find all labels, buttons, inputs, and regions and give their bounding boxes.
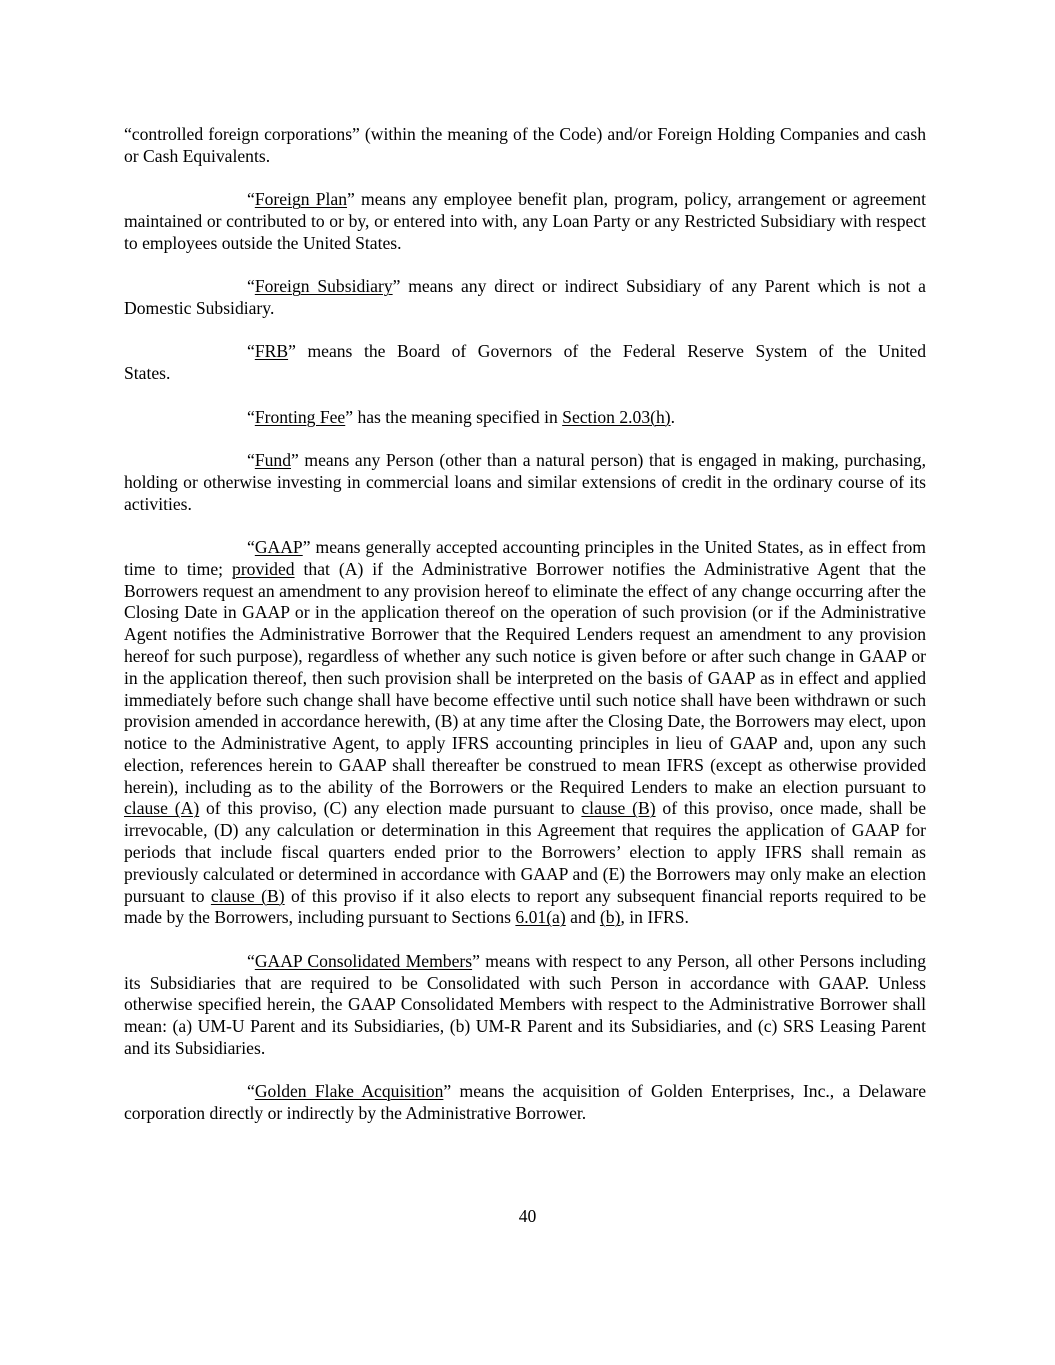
defined-term-foreign-plan: Foreign Plan <box>254 189 348 210</box>
clause-b-reference: clause (B) <box>210 885 285 906</box>
clause-b-reference: clause (B) <box>581 798 656 819</box>
open-quote: “ <box>247 950 255 971</box>
definition-text: ” means generally accepted accounting principles in the United States, as in effect from time to time; <box>124 536 926 579</box>
definition-text: of this proviso, (C) any election made pursuant to <box>199 798 582 819</box>
defined-term-fund: Fund <box>254 449 291 470</box>
definition-foreign-subsidiary <box>124 276 926 320</box>
definition-fronting-fee <box>124 407 926 429</box>
definition-text: ” has the meaning specified in <box>345 406 563 427</box>
definition-text: ” means any employee benefit plan, program, policy, arrangement or agreement maintained or contributed to or by, or entered into with, any Loan Party or any Restricted Subsidiary with respect to employees outside the United States. <box>124 189 926 253</box>
defined-term-frb: FRB <box>254 341 289 362</box>
page-number: 40 <box>518 1206 537 1226</box>
open-quote: “ <box>247 189 255 210</box>
open-quote: “ <box>247 449 255 470</box>
open-quote: “ <box>247 276 255 297</box>
defined-term-foreign-subsidiary: Foreign Subsidiary <box>254 276 393 297</box>
definition-text: of this proviso, once made, shall be irrevocable, (D) any calculation or determination in this Agreement that requires the application of GAAP for periods that include fiscal quarters ended prior to the Borrowers’ election to apply IFRS shall remain as previously calculated or determined in accordance with GAAP and (E) the Borrowers may only make an election pursuant to <box>124 798 927 906</box>
paragraph-cfc-continuation: “controlled foreign corporations” (within the meaning of the Code) and/or Foreign Holding Companies and cash or Cash Equivalents. <box>124 124 926 166</box>
clause-a-reference: clause (A) <box>124 798 200 819</box>
definition-text: ” means any direct or indirect Subsidiary of any Parent which is not a Domestic Subsidiary. <box>124 276 926 318</box>
defined-term-gaap-consolidated-members: GAAP Consolidated Members <box>254 950 473 971</box>
definition-text: ” means with respect to any Person, all other Persons including its Subsidiaries that are required to be Consolidated with such Person in accordance with GAAP. Unless otherwise specified herein, the GAAP Consolidated Members with respect to the Administrative Borrower shall mean: (a) UM-U Parent and its Subsidiaries, (b) UM-R Parent and its Subsidiaries, and (c) SRS Leasing Parent and its Subsidiaries. <box>124 950 926 1059</box>
definition-golden-flake-acquisition <box>124 1081 926 1125</box>
provided-term: provided <box>232 558 295 579</box>
section-reference-2-03h: Section 2.03(h) <box>562 406 671 427</box>
open-quote: “ <box>247 406 255 427</box>
defined-term-fronting-fee: Fronting Fee <box>254 406 346 427</box>
definition-text: ” means the Board of Governors of the Federal Reserve System of the United <box>288 341 926 362</box>
definition-gaap <box>124 537 926 929</box>
defined-term-golden-flake-acquisition: Golden Flake Acquisition <box>254 1081 444 1102</box>
definition-gaap-consolidated-members <box>124 951 926 1060</box>
definition-foreign-plan <box>124 189 926 254</box>
definition-text: and <box>565 907 600 928</box>
definition-text: ” means any Person (other than a natural person) that is engaged in making, purchasing, holding or otherwise investing in commercial loans and similar extensions of credit in the ordinary course of its activities. <box>124 449 926 514</box>
open-quote: “ <box>247 536 255 557</box>
period: . <box>670 406 676 427</box>
definition-frb-tail: States. <box>124 363 171 384</box>
open-quote: “ <box>247 1081 255 1102</box>
definition-text: ” means the acquisition of Golden Enterprises, Inc., a Delaware corporation directly or indirectly by the Administrative Borrower. <box>124 1081 926 1124</box>
definition-text: , in IFRS. <box>620 907 689 928</box>
definition-text: of this proviso if it also elects to report any subsequent financial reports required to be made by the Borrowers, including pursuant to Sections <box>124 885 927 928</box>
definition-frb <box>124 341 926 385</box>
definition-text: that (A) if the Administrative Borrower notifies the Administrative Agent that the Borrowers request an amendment to any provision hereof to eliminate the effect of any change occurring after the Closing Date in GAAP or in the application thereof on the operation of such provision (or if the Administrative Agent notifies the Administrative Borrower that the Required Lenders request an amendment to any provision hereof for such purpose), regardless of whether any such notice is given before or after such change in GAAP or in the application thereof, then such provision shall be interpreted on the basis of GAAP as in effect and applied immediately before such change shall have become effective until such notice shall have been withdrawn or such provision amended in accordance herewith, (B) at any time after the Closing Date, the Borrowers may elect, upon notice to the Administrative Agent, to apply IFRS accounting principles in lieu of GAAP and, upon any such election, references herein to GAAP shall thereafter be construed to mean IFRS (except as otherwise provided herein), including as to the ability of the Borrowers or the Required Lenders to make an election pursuant to <box>124 558 926 797</box>
section-reference-b: (b) <box>599 907 621 928</box>
document-page <box>124 124 926 1147</box>
definition-frb-line <box>124 341 926 363</box>
section-reference-6-01a: 6.01(a) <box>515 907 566 928</box>
definition-fund <box>124 450 926 515</box>
defined-term-gaap: GAAP <box>254 536 303 557</box>
open-quote: “ <box>247 341 255 362</box>
